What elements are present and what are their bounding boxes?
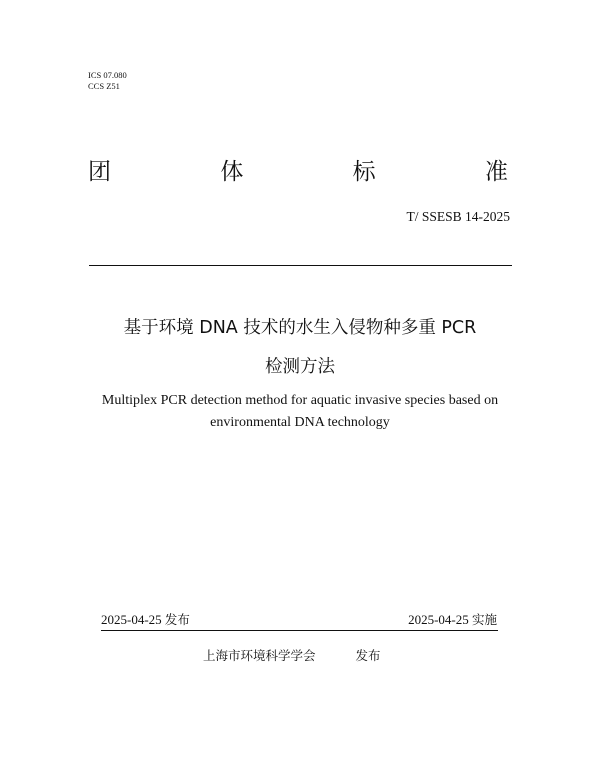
heading-char: 团 [88,159,111,185]
issuer-label: 发布 [355,648,381,663]
issuer-name: 上海市环境科学学会 [203,648,316,663]
heading-char: 标 [352,159,376,185]
classification-codes [88,70,127,92]
english-title-line-1: Multiplex PCR detection method for aquatic invasive species based on [101,393,499,408]
standard-number: T/ SSESB 14-2025 [406,209,510,224]
release-label: 发布 [164,612,190,627]
ics-code: ICS 07.080 [88,70,127,80]
heading-char: 体 [220,159,244,185]
heading-char: 准 [484,159,508,185]
chinese-title-line-2: 检测方法 [265,357,335,377]
standard-type-heading [88,158,508,186]
implement-label: 实施 [471,612,497,627]
header-divider [89,265,512,266]
implement-date: 2025-04-25 [408,612,469,627]
footer-divider [101,630,498,631]
chinese-title-line-1: 基于环境 DNA 技术的水生入侵物种多重 PCR [123,318,477,338]
english-title-line-2: environmental DNA technology [210,415,390,430]
ccs-code: CCS Z51 [88,81,120,91]
implement-date-group [408,612,497,628]
dates-row [101,612,497,628]
issuer-row [203,648,381,664]
release-date-group [101,612,190,628]
release-date: 2025-04-25 [101,612,162,627]
